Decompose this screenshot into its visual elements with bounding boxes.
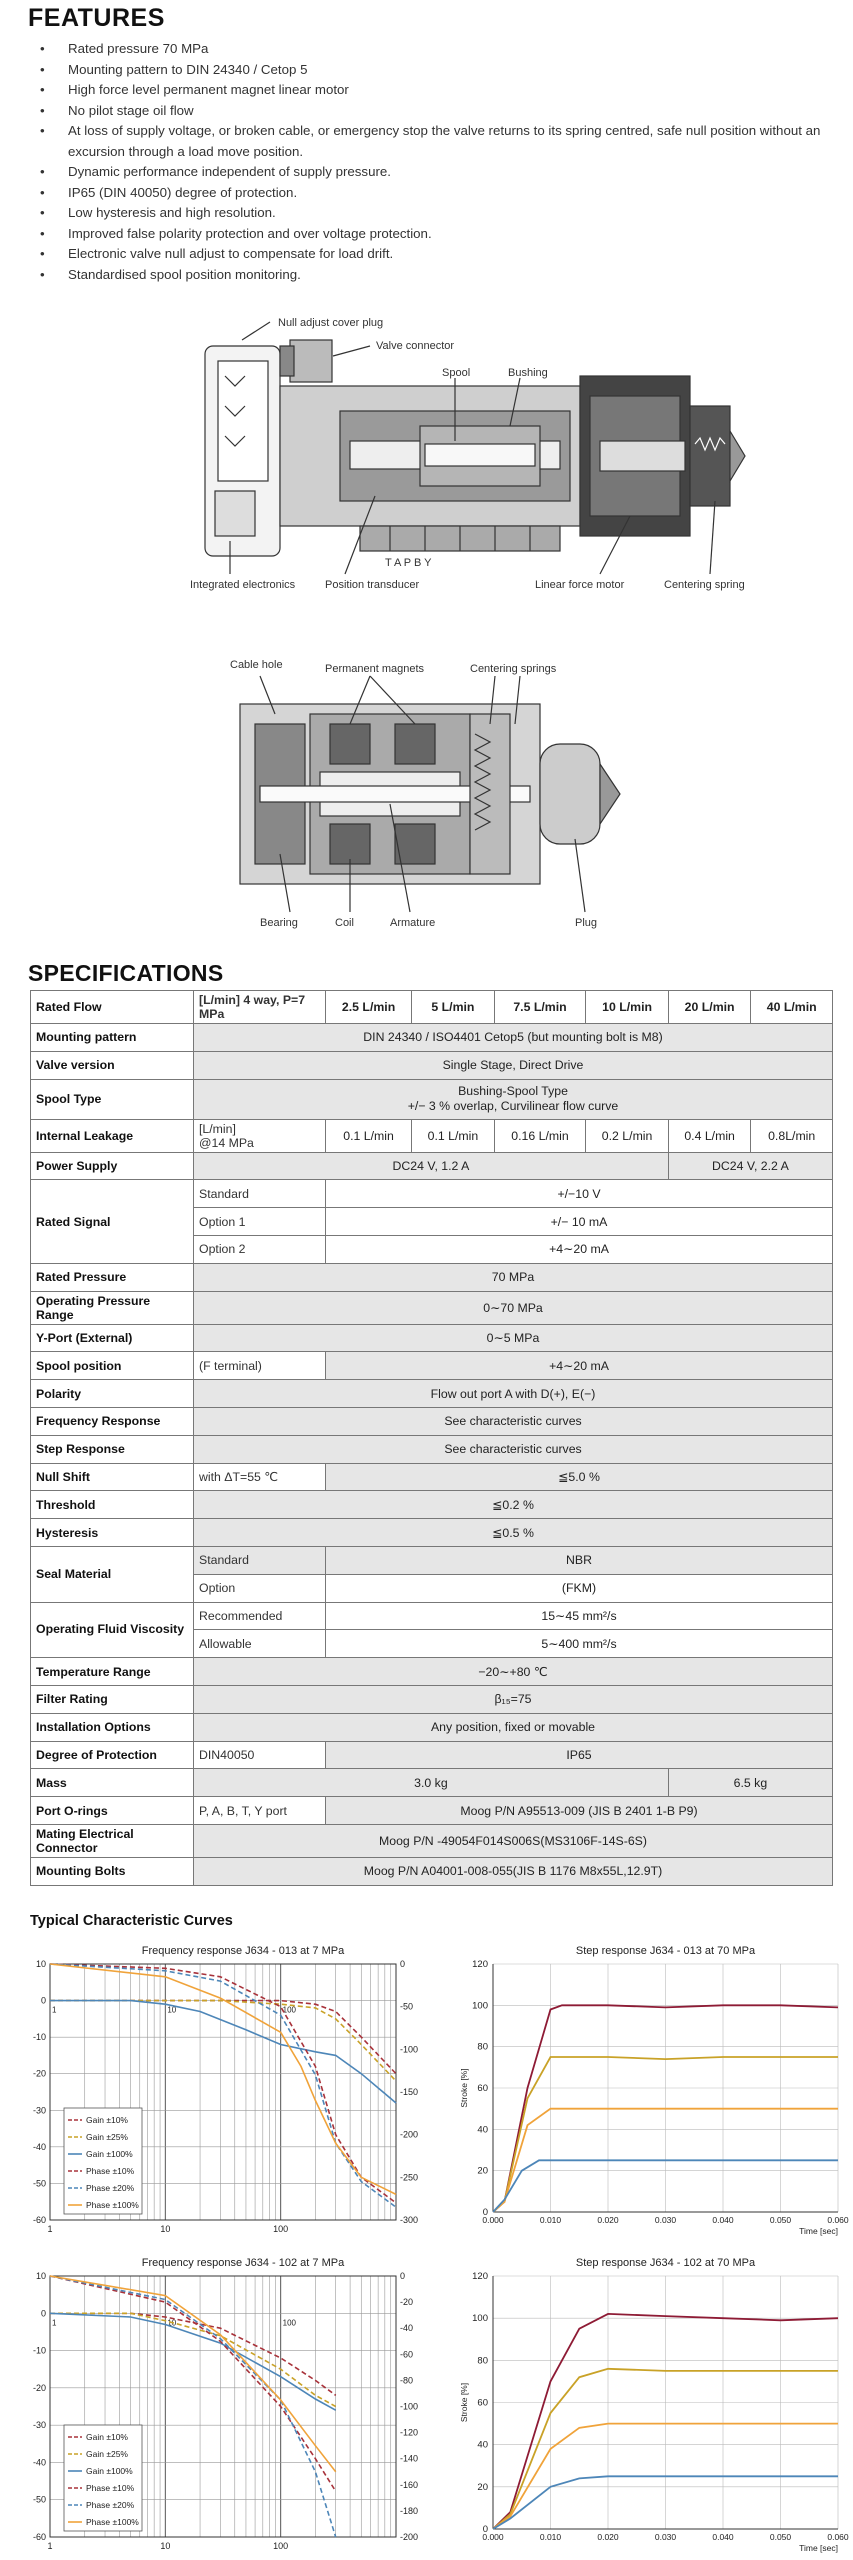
row-label: Step Response <box>31 1435 194 1463</box>
y-tick-label: -30 <box>32 2420 46 2431</box>
row-sublabel: Option <box>194 1574 326 1602</box>
y2-tick-label: -250 <box>400 2172 419 2183</box>
row-value: Moog P/N -49054F014S006S(MS3106F-14S-6S) <box>194 1824 833 1857</box>
row-value: (FKM) <box>326 1574 833 1602</box>
coil-upper <box>330 724 370 764</box>
label-bushing: Bushing <box>508 367 548 379</box>
table-row <box>31 1407 833 1435</box>
label-coil: Coil <box>335 917 354 929</box>
y2-tick-label: 0 <box>400 2271 406 2281</box>
table-row <box>31 1769 833 1797</box>
row-sublabel: with ΔT=55 ℃ <box>194 1463 326 1491</box>
legend-label: Phase ±10% <box>86 2483 135 2493</box>
row-value: 3.0 kg <box>194 1769 669 1797</box>
plug-shape <box>540 744 600 844</box>
legend-label: Phase ±100% <box>86 2200 139 2210</box>
x-tick-label: 0.020 <box>597 2532 619 2542</box>
leakage-cell: 0.2 L/min <box>586 1119 669 1152</box>
y-tick-label: -10 <box>32 2032 46 2043</box>
feature-item: • Improved false polarity protection and over voltage protection. <box>28 224 828 245</box>
feature-item: • Dynamic performance independent of supply pressure. <box>28 162 828 183</box>
row-value: Moog P/N A04001-008-055(JIS B 1176 M8x55L,12.9T) <box>194 1857 833 1885</box>
y2-tick-label: -300 <box>400 2215 419 2225</box>
flow-cell: 20 L/min <box>668 991 751 1024</box>
row-label: Mounting Bolts <box>31 1857 194 1885</box>
y2-tick-label: -60 <box>400 2349 414 2360</box>
inner-label: 1 <box>52 2005 57 2015</box>
y-tick-label: -50 <box>32 2178 46 2189</box>
legend-label: Gain ±100% <box>86 2149 133 2159</box>
row-value: See characteristic curves <box>194 1435 833 1463</box>
row-value: NBR <box>326 1546 833 1574</box>
step-response-chart-013 <box>455 1940 850 2240</box>
row-label: Mating Electrical Connector <box>31 1824 194 1857</box>
y-tick-label: -60 <box>32 2215 46 2225</box>
label-cable-hole: Cable hole <box>230 659 283 671</box>
flow-cell: 10 L/min <box>586 991 669 1024</box>
y-tick-label: -40 <box>32 2141 46 2152</box>
x-tick-label: 0.030 <box>654 2532 677 2542</box>
y-tick-label: 100 <box>472 2313 488 2325</box>
end-cap <box>690 406 730 506</box>
row-label: Mass <box>31 1769 194 1797</box>
frequency-response-chart-102 <box>28 2252 438 2557</box>
row-value: ≦5.0 % <box>326 1463 833 1491</box>
row-label: Polarity <box>31 1380 194 1408</box>
table-row <box>31 1797 833 1825</box>
row-label: Valve version <box>31 1051 194 1079</box>
row-label: Degree of Protection <box>31 1741 194 1769</box>
specifications-title: SPECIFICATIONS <box>28 960 224 986</box>
table-row <box>31 1324 833 1352</box>
table-row <box>31 1602 833 1630</box>
row-value: See characteristic curves <box>194 1407 833 1435</box>
feature-item: • Electronic valve null adjust to compensate for load drift. <box>28 244 828 265</box>
series-line <box>50 2001 396 2103</box>
y2-tick-label: -180 <box>400 2505 419 2516</box>
label-centering-springs: Centering springs <box>470 663 557 675</box>
row-label: Hysteresis <box>31 1519 194 1547</box>
y-tick-label: 80 <box>477 2355 488 2367</box>
row-label: Threshold <box>31 1491 194 1519</box>
y2-tick-label: -200 <box>400 2129 419 2140</box>
y-tick-label: 40 <box>477 2124 488 2136</box>
feature-item: • Rated pressure 70 MPa <box>28 39 828 60</box>
row-sublabel: (F terminal) <box>194 1352 326 1380</box>
row-value: Single Stage, Direct Drive <box>194 1051 833 1079</box>
series-line <box>50 2001 396 2081</box>
label-integrated-electronics: Integrated electronics <box>190 579 296 591</box>
y2-tick-label: -150 <box>400 2087 419 2097</box>
legend-label: Phase ±10% <box>86 2166 135 2176</box>
table-row <box>31 1079 833 1119</box>
step-response-chart-102 <box>455 2252 850 2557</box>
y2-tick-label: -100 <box>400 2401 419 2412</box>
legend-label: Gain ±25% <box>86 2449 128 2459</box>
y2-tick-label: -160 <box>400 2479 419 2490</box>
label-permanent-magnets: Permanent magnets <box>325 663 425 675</box>
legend-label: Gain ±25% <box>86 2132 128 2142</box>
row-sublabel: Option 1 <box>194 1208 326 1236</box>
inner-label: 100 <box>282 2318 297 2328</box>
row-value: +/−10 V <box>326 1180 833 1208</box>
row-value: +/− 10 mA <box>326 1208 833 1236</box>
label-valve-connector: Valve connector <box>376 340 455 352</box>
coil-lower-2 <box>395 824 435 864</box>
table-row <box>31 1119 833 1152</box>
frequency-response-chart-013 <box>28 1940 438 2240</box>
y2-tick-label: -200 <box>400 2532 419 2542</box>
table-row <box>31 1741 833 1769</box>
y-tick-label: 20 <box>477 2165 488 2177</box>
y-tick-label: 100 <box>472 2000 488 2012</box>
x-tick-label: 10 <box>160 2541 171 2551</box>
row-label: Seal Material <box>31 1546 194 1602</box>
y-tick-label: -50 <box>32 2494 46 2505</box>
chart-title: Step response J634 - 102 at 70 MPa <box>575 2257 756 2269</box>
x-tick-label: 0.060 <box>827 2215 849 2225</box>
inner-label: 100 <box>282 2005 297 2015</box>
row-label: Port O-rings <box>31 1797 194 1825</box>
leakage-cell: 0.16 L/min <box>494 1119 586 1152</box>
feature-item: • IP65 (DIN 40050) degree of protection. <box>28 183 828 204</box>
row-value: 0∼5 MPa <box>194 1324 833 1352</box>
y-tick-label: 40 <box>477 2439 488 2451</box>
row-label: Power Supply <box>31 1152 194 1180</box>
row-label: Frequency Response <box>31 1407 194 1435</box>
leakage-cell: 0.1 L/min <box>326 1119 412 1152</box>
table-row <box>31 1491 833 1519</box>
inner-label: 10 <box>167 2005 177 2015</box>
row-value: 0∼70 MPa <box>194 1291 833 1324</box>
chart-title: Frequency response J634 - 102 at 7 MPa <box>141 2257 345 2269</box>
table-row <box>31 1152 833 1180</box>
y-tick-label: 0 <box>482 2207 488 2218</box>
label-armature: Armature <box>390 917 436 929</box>
table-row <box>31 1713 833 1741</box>
row-value: 70 MPa <box>194 1263 833 1291</box>
feature-item: • High force level permanent magnet linear motor <box>28 80 828 101</box>
y2-tick-label: -20 <box>400 2297 414 2308</box>
x-tick-label: 0.040 <box>712 2215 734 2225</box>
x-tick-label: 100 <box>273 2541 289 2551</box>
row-value: IP65 <box>326 1741 833 1769</box>
y-tick-label: 20 <box>477 2481 488 2493</box>
row-label: Rated Flow <box>31 991 194 1024</box>
valve-cross-section-figure <box>190 316 770 616</box>
table-row <box>31 1180 833 1208</box>
y-tick-label: 0 <box>482 2524 488 2535</box>
row-sublabel: Recommended <box>194 1602 326 1630</box>
table-row <box>31 1380 833 1408</box>
row-value: −20∼+80 ℃ <box>194 1658 833 1686</box>
spool-type-line2: +/− 3 % overlap, Curvilinear flow curve <box>407 1099 619 1114</box>
row-value: Moog P/N A95513-009 (JIS B 2401 1-B P9) <box>326 1797 833 1825</box>
y-tick-label: -30 <box>32 2105 46 2116</box>
inner-label: 1 <box>52 2318 57 2328</box>
y2-tick-label: -40 <box>400 2323 414 2334</box>
x-tick-label: 0.030 <box>654 2215 677 2225</box>
x-tick-label: 0.010 <box>539 2215 562 2225</box>
x-tick-label: 1 <box>47 2224 53 2234</box>
coil-upper-2 <box>395 724 435 764</box>
y-tick-label: -40 <box>32 2457 46 2468</box>
x-tick-label: 0.000 <box>482 2215 504 2225</box>
feature-item: • Low hysteresis and high resolution. <box>28 203 828 224</box>
y2-tick-label: -120 <box>400 2427 419 2438</box>
label-linear-force-motor: Linear force motor <box>535 579 625 591</box>
row-sublabel <box>194 1119 326 1152</box>
row-value: ≦0.5 % <box>194 1519 833 1547</box>
y-tick-label: 120 <box>472 2271 488 2282</box>
motor-cross-section-figure <box>220 654 650 944</box>
leakage-cell: 0.1 L/min <box>412 1119 495 1152</box>
feature-item: • Mounting pattern to DIN 24340 / Cetop 5 <box>28 60 828 81</box>
leakage-pressure: @14 MPa <box>199 1135 254 1150</box>
feature-item: • At loss of supply voltage, or broken cable, or emergency stop the valve returns to its spring centred, safe null position without an excursion through a load move position. <box>28 121 828 162</box>
x-tick-label: 0.020 <box>597 2215 619 2225</box>
features-title: FEATURES <box>28 4 165 32</box>
row-label: Operating Pressure Range <box>31 1291 194 1324</box>
centering-springs-shape <box>470 714 510 874</box>
row-label: Temperature Range <box>31 1658 194 1686</box>
row-label: Internal Leakage <box>31 1119 194 1152</box>
row-value: 5∼400 mm²/s <box>326 1630 833 1658</box>
inner-label: 10 <box>167 2318 177 2328</box>
y-tick-label: 80 <box>477 2041 488 2053</box>
x-axis-label: Time [sec] <box>799 2226 838 2236</box>
table-row <box>31 1291 833 1324</box>
row-value: ≦0.2 % <box>194 1491 833 1519</box>
row-value: DC24 V, 2.2 A <box>668 1152 832 1180</box>
row-value: Flow out port A with D(+), E(−) <box>194 1380 833 1408</box>
y-tick-label: 60 <box>477 2397 488 2409</box>
legend-label: Phase ±20% <box>86 2500 135 2510</box>
label-plug: Plug <box>575 917 598 929</box>
flow-cell: 2.5 L/min <box>326 991 412 1024</box>
chart-title: Step response J634 - 013 at 70 MPa <box>575 1945 756 1957</box>
row-value <box>194 1079 833 1119</box>
y-tick-label: -60 <box>32 2532 46 2542</box>
row-label: Y-Port (External) <box>31 1324 194 1352</box>
x-tick-label: 0.050 <box>769 2215 792 2225</box>
flow-cell: 7.5 L/min <box>494 991 586 1024</box>
row-label: Rated Signal <box>31 1180 194 1263</box>
feature-item: • Standardised spool position monitoring. <box>28 265 828 286</box>
y-tick-label: -20 <box>32 2068 46 2079</box>
x-tick-label: 10 <box>160 2224 171 2234</box>
row-sublabel: Allowable <box>194 1630 326 1658</box>
row-label: Filter Rating <box>31 1685 194 1713</box>
row-label: Spool Type <box>31 1079 194 1119</box>
table-row <box>31 1024 833 1052</box>
x-tick-label: 100 <box>273 2224 289 2234</box>
x-tick-label: 0.000 <box>482 2532 504 2542</box>
row-value: +4∼20 mA <box>326 1235 833 1263</box>
row-label: Mounting pattern <box>31 1024 194 1052</box>
table-row <box>31 1519 833 1547</box>
row-sublabel: Option 2 <box>194 1235 326 1263</box>
y2-tick-label: -140 <box>400 2453 419 2464</box>
label-bearing: Bearing <box>260 917 298 929</box>
y-tick-label: 10 <box>35 1959 46 1969</box>
x-tick-label: 0.010 <box>539 2532 562 2542</box>
legend-label: Gain ±10% <box>86 2115 128 2125</box>
chart-title: Frequency response J634 - 013 at 7 MPa <box>141 1945 345 1957</box>
row-label: Null Shift <box>31 1463 194 1491</box>
y2-tick-label: 0 <box>400 1959 406 1969</box>
row-value: +4∼20 mA <box>326 1352 833 1380</box>
y2-tick-label: -80 <box>400 2375 414 2386</box>
flow-cell: 40 L/min <box>751 991 833 1024</box>
row-value: DIN 24340 / ISO4401 Cetop5 (but mounting bolt is M8) <box>194 1024 833 1052</box>
row-label: Spool position <box>31 1352 194 1380</box>
table-row <box>31 1824 833 1857</box>
y-tick-label: -20 <box>32 2382 46 2393</box>
legend-label: Phase ±20% <box>86 2183 135 2193</box>
y-tick-label: -10 <box>32 2345 46 2356</box>
table-row <box>31 1263 833 1291</box>
leakage-cell: 0.8L/min <box>751 1119 833 1152</box>
y-tick-label: 120 <box>472 1959 488 1970</box>
row-sublabel: Standard <box>194 1546 326 1574</box>
table-row <box>31 1658 833 1686</box>
y-tick-label: 60 <box>477 2083 488 2094</box>
y-tick-label: 0 <box>40 2308 46 2319</box>
x-tick-label: 0.050 <box>769 2532 792 2542</box>
table-row <box>31 991 833 1024</box>
row-label: Installation Options <box>31 1713 194 1741</box>
row-value: Any position, fixed or movable <box>194 1713 833 1741</box>
y-axis-label: Stroke [%] <box>459 2068 469 2108</box>
leakage-unit: [L/min] <box>199 1121 236 1136</box>
table-row <box>31 1857 833 1885</box>
legend-label: Gain ±100% <box>86 2466 133 2476</box>
y-axis-label: Stroke [%] <box>459 2382 469 2423</box>
row-label: Operating Fluid Viscosity <box>31 1602 194 1658</box>
row-sublabel: P, A, B, T, Y port <box>194 1797 326 1825</box>
row-value: 15∼45 mm²/s <box>326 1602 833 1630</box>
legend-label: Gain ±10% <box>86 2432 128 2442</box>
table-row <box>31 1685 833 1713</box>
y2-tick-label: -100 <box>400 2044 419 2055</box>
row-value: DC24 V, 1.2 A <box>194 1152 669 1180</box>
row-sublabel: Standard <box>194 1180 326 1208</box>
valve-connector-shape <box>290 340 332 382</box>
x-tick-label: 1 <box>47 2541 53 2551</box>
y-tick-label: 0 <box>40 1995 46 2006</box>
table-row <box>31 1352 833 1380</box>
label-position-transducer: Position transducer <box>325 579 420 591</box>
flow-cell: 5 L/min <box>412 991 495 1024</box>
label-centering-spring: Centering spring <box>664 579 745 591</box>
label-spool: Spool <box>442 367 471 379</box>
specifications-table <box>30 990 833 1886</box>
label-ports: T A P B Y <box>385 557 432 569</box>
table-row <box>31 1435 833 1463</box>
features-list <box>28 39 828 285</box>
spool-type-line1: Bushing-Spool Type <box>458 1084 568 1099</box>
table-row <box>31 1463 833 1491</box>
coil-lower <box>330 824 370 864</box>
features-section <box>28 4 828 285</box>
x-tick-label: 0.060 <box>827 2532 849 2542</box>
row-sublabel: [L/min] 4 way, P=7 MPa <box>194 991 326 1024</box>
table-row <box>31 1051 833 1079</box>
row-label: Rated Pressure <box>31 1263 194 1291</box>
y-tick-label: 10 <box>35 2271 46 2281</box>
leakage-cell: 0.4 L/min <box>668 1119 751 1152</box>
y2-tick-label: -50 <box>400 2001 414 2012</box>
curves-title: Typical Characteristic Curves <box>30 1913 233 1929</box>
legend-label: Phase ±100% <box>86 2517 139 2527</box>
row-value: β₁₅=75 <box>194 1685 833 1713</box>
feature-item: • No pilot stage oil flow <box>28 101 828 122</box>
table-row <box>31 1546 833 1574</box>
row-sublabel: DIN40050 <box>194 1741 326 1769</box>
label-null-adjust: Null adjust cover plug <box>278 317 384 329</box>
x-tick-label: 0.040 <box>712 2532 734 2542</box>
row-value: 6.5 kg <box>668 1769 832 1797</box>
x-axis-label: Time [sec] <box>799 2543 838 2553</box>
